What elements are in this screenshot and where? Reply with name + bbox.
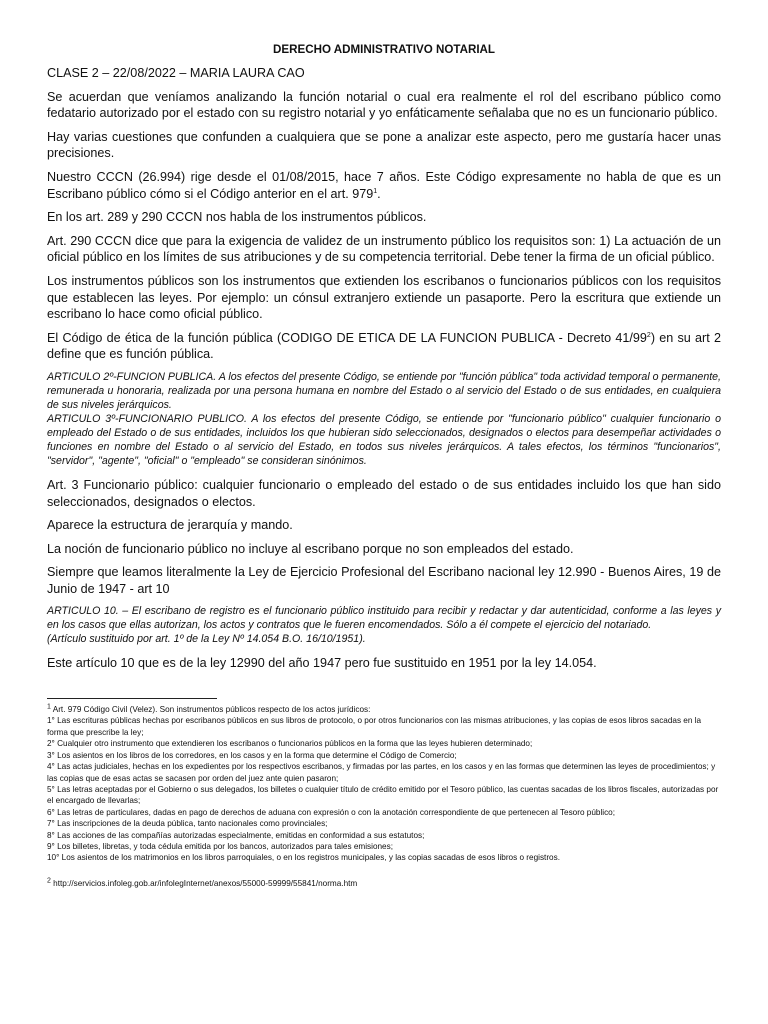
paragraph-9: Aparece la estructura de jerarquía y mando. <box>47 518 293 533</box>
quote-block-articles <box>47 370 721 468</box>
footnote-1-list <box>47 715 721 863</box>
paragraph-6: Los instrumentos públicos son los instrumentos que extienden los escribanos o funcionarios públicos con los requisitos que establecen las leyes. Por ejemplo: un cónsul extranjero extiende un pasaporte. Pero la escritura que extiende un escribano lo hace como oficial público. <box>47 273 721 322</box>
footnote-1-mark: 1 <box>47 703 51 711</box>
footnote-1-item: 5° Las letras aceptadas por el Gobierno o sus delegados, los billetes o cualquier título de crédito emitido por el Tesoro público, las cuentas sacadas de los libros fiscales, autorizadas por el encargado de llevarlas; <box>47 784 719 806</box>
paragraph-7-text-a: El Código de ética de la función pública (CODIGO DE ETICA DE LA FUNCION PUBLICA - Decreto 41/99 <box>47 330 647 345</box>
paragraph-3-end: . <box>377 186 381 201</box>
footnote-1-item: 3° Los asientos en los libros de los corredores, en los casos y en la forma que determine el Código de Comercio; <box>47 750 457 760</box>
footnote-2-mark: 2 <box>47 877 51 885</box>
paragraph-10: La noción de funcionario público no incluye al escribano porque no son empleados del estado. <box>47 541 574 556</box>
footnote-1-intro-text: Art. 979 Código Civil (Velez). Son instrumentos públicos respecto de los actos jurídicos: <box>50 705 371 715</box>
paragraph-8: Art. 3 Funcionario público: cualquier funcionario o empleado del estado o de sus entidades incluido los que han sido seleccionados, designados o electos. <box>47 477 721 509</box>
quote-article-3: ARTICULO 3º-FUNCIONARIO PUBLICO. A los efectos del presente Código, se entiende por "funcionario público" cualquier funcionario o empleado del Estado o de sus entidades, incluidos los que hubieran sido seleccionados, designados o electos para desempeñar actividades o funciones en nombre del Estado o al servicio del Estado, en todos sus niveles jerárquicos. A tales efectos, los términos "funcionarios", "servidor", "agente", "oficial" o "empleado" se consideran sinónimos. <box>47 412 721 467</box>
footnote-2 <box>47 878 721 889</box>
paragraph-11: Siempre que leamos literalmente la Ley de Ejercicio Profesional del Escribano nacional ley 12.990 - Buenos Aires, 19 de Junio de 1947 - art 10 <box>47 565 721 596</box>
paragraph-12: Este artículo 10 que es de la ley 12990 del año 1947 pero fue sustituido en 1951 por la ley 14.054. <box>47 656 597 671</box>
footnote-1-item: 8° Las acciones de las compañías autorizadas especialmente, emitidas en conformidad a sus estatutos; <box>47 830 425 840</box>
paragraph-1: Se acuerdan que veníamos analizando la función notarial o cual era realmente el rol del escribano público como fedatario autorizado por el estado con su registro notarial y yo enfáticamente señalaba que no es un funcionario público. <box>47 89 721 121</box>
footnote-1-item: 2° Cualquier otro instrumento que extendieren los escribanos o funcionarios públicos en la forma que las leyes hubieren determinado; <box>47 739 533 749</box>
paragraph-7-text-b: ) en su art 2 define que es función pública. <box>47 330 721 362</box>
class-line: CLASE 2 – 22/08/2022 – MARIA LAURA CAO <box>47 66 305 80</box>
quote-article-10-note: (Artículo sustituido por art. 1º de la Ley Nº 14.054 B.O. 16/10/1951). <box>47 633 366 646</box>
footnote-1-item: 10° Los asientos de los matrimonios en los libros parroquiales, o en los registros municipales, y las copias sacadas de esos libros o registros. <box>47 853 560 863</box>
paragraph-3-text: Nuestro CCCN (26.994) rige desde el 01/08/2015, hace 7 años. Este Código expresamente no habla de que es un Escribano público cómo si el Código anterior en el art. 979 <box>47 169 721 201</box>
paragraph-7 <box>47 330 721 363</box>
paragraph-4: En los art. 289 y 290 CCCN nos habla de los instrumentos públicos. <box>47 210 427 225</box>
quote-block-article-10 <box>47 604 721 646</box>
quote-article-2: ARTICULO 2º-FUNCION PUBLICA. A los efectos del presente Código, se entiende por "función pública" toda actividad temporal o permanente, remunerada u honoraria, realizada por una persona humana en nombre del Estado o al servicio del Estado o de sus entidades, en cualquiera de sus niveles jerárquicos. <box>47 370 721 411</box>
document-title: DERECHO ADMINISTRATIVO NOTARIAL <box>273 43 495 56</box>
footnote-separator <box>47 698 217 699</box>
footnote-1-item: 1° Las escrituras públicas hechas por escribanos públicos en sus libros de protocolo, o por otros funcionarios con las mismas atribuciones, y las copias de esos libros sacadas en la forma que prescribe la ley; <box>47 716 702 737</box>
footnote-ref-1[interactable]: 1 <box>373 187 378 195</box>
paragraph-5: Art. 290 CCCN dice que para la exigencia de validez de un instrumento público los requisitos son: 1) La actuación de un oficial público en los límites de sus atribuciones y de su competencia territorial. Debe tener la firma de un oficial público. <box>47 233 721 265</box>
footnote-1-item: 6° Las letras de particulares, dadas en pago de derechos de aduana con expresión o con la anotación correspondiente de que pertenecen al Tesoro público; <box>47 807 615 817</box>
footnote-1-intro <box>47 704 721 715</box>
footnote-2-link[interactable]: http://servicios.infoleg.gob.ar/infolegInternet/anexos/55000-59999/55841/norma.htm <box>50 878 358 888</box>
footnote-1-item: 4° Las actas judiciales, hechas en los expedientes por los respectivos escribanos, y firmadas por las partes, en los casos y en las formas que determinen las leyes de procedimientos; y las copias que de esas actas se sacasen por orden del juez ante quien pasaron; <box>47 762 716 783</box>
footnote-1 <box>47 704 721 864</box>
footnote-1-item: 9° Los billetes, libretas, y toda cédula emitida por los bancos, autorizados para tales emisiones; <box>47 841 393 851</box>
footnote-1-item: 7° Las inscripciones de la deuda pública, tanto nacionales como provinciales; <box>47 819 328 829</box>
paragraph-3 <box>47 169 721 202</box>
footnote-ref-2[interactable]: 2 <box>646 331 651 339</box>
paragraph-2: Hay varias cuestiones que confunden a cualquiera que se pone a analizar este aspecto, pero me gustaría hacer unas precisiones. <box>47 129 721 161</box>
quote-article-10: ARTICULO 10. – El escribano de registro es el funcionario público instituido para recibir y redactar y dar autenticidad, conforme a las leyes y en los casos que ellas autorizan, los actos y contratos que le fueren encomendados. Sólo a él compete el ejercicio del notariado. <box>47 605 721 632</box>
